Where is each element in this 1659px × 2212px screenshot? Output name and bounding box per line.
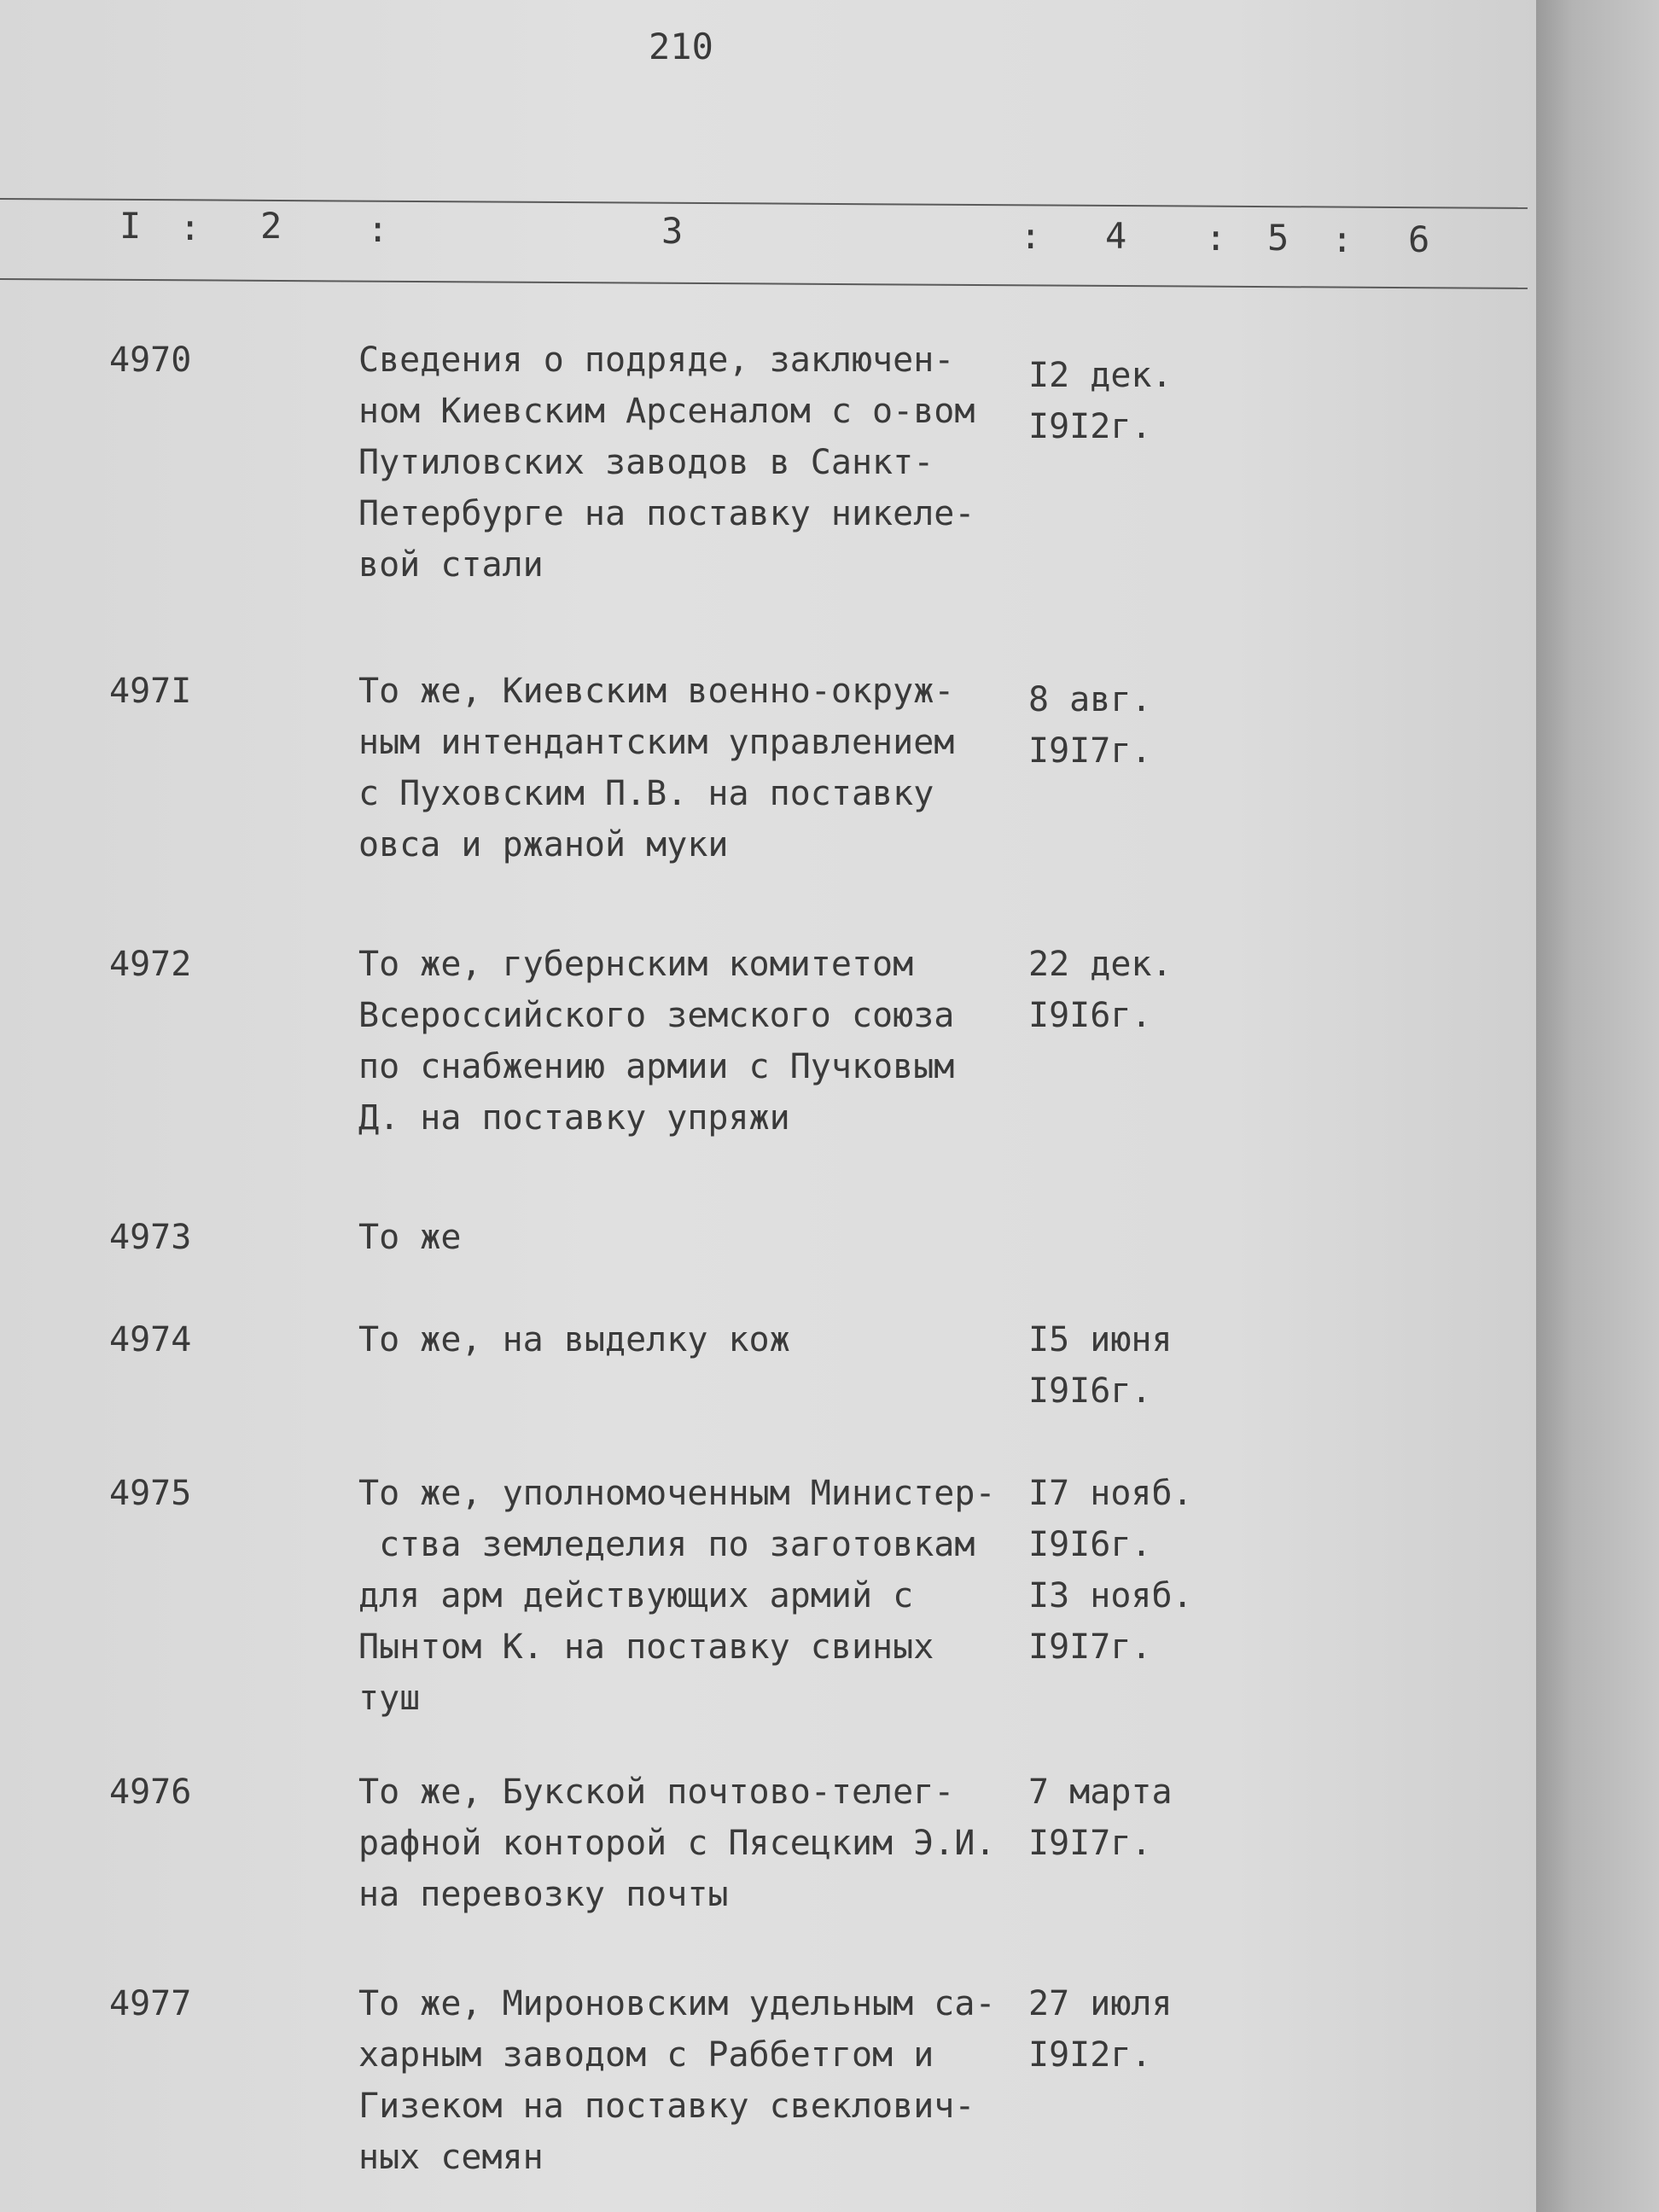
date-line: I9I7г. bbox=[1028, 1824, 1152, 1863]
entry-number: 4977 bbox=[109, 1984, 192, 2023]
column-separator: : bbox=[1205, 217, 1227, 259]
description-line: Путиловских заводов в Санкт- bbox=[358, 443, 934, 482]
column-header-2: 2 bbox=[260, 205, 282, 247]
entry-description bbox=[358, 939, 1024, 1144]
entry-number: 4975 bbox=[109, 1474, 192, 1513]
description-line: Сведения о подряде, заключен- bbox=[358, 341, 955, 380]
date-line: I2 дек. bbox=[1028, 356, 1173, 395]
description-line: Гизеком на поставку свеклович- bbox=[358, 2087, 975, 2126]
table-header-bottom-rule bbox=[0, 278, 1528, 289]
date-line: I9I7г. bbox=[1028, 1627, 1152, 1667]
entry-number: 4972 bbox=[109, 945, 192, 984]
entry-number: 4976 bbox=[109, 1773, 192, 1812]
description-line: ных семян bbox=[358, 2138, 544, 2177]
entry-number: 497I bbox=[109, 672, 192, 711]
page-number: 210 bbox=[649, 26, 713, 67]
date-line: 27 июля bbox=[1028, 1984, 1173, 2023]
date-line: 22 дек. bbox=[1028, 945, 1173, 984]
description-line: харным заводом с Раббетгом и bbox=[358, 2035, 934, 2075]
column-header-5: 5 bbox=[1267, 217, 1289, 259]
date-line: 8 авг. bbox=[1028, 680, 1152, 719]
description-line: Пынтом К. на поставку свиных bbox=[358, 1627, 934, 1667]
table-column-headers bbox=[0, 205, 1528, 273]
description-line: с Пуховским П.В. на поставку bbox=[358, 774, 934, 813]
entry-description bbox=[358, 1212, 1024, 1263]
entry-description bbox=[358, 666, 1024, 870]
description-line: То же, уполномоченным Министер- bbox=[358, 1474, 996, 1513]
description-line: ства земледелия по заготовкам bbox=[358, 1525, 975, 1564]
entry-date bbox=[1028, 1314, 1216, 1417]
entry-date bbox=[1028, 350, 1216, 452]
column-separator: : bbox=[179, 207, 201, 248]
entry-date bbox=[1028, 1468, 1216, 1673]
date-line: I9I2г. bbox=[1028, 407, 1152, 446]
description-line: То же, Букской почтово-телег- bbox=[358, 1773, 955, 1812]
description-line: То же, на выделку кож bbox=[358, 1320, 790, 1359]
entry-number: 4970 bbox=[109, 341, 192, 380]
description-line: ным интендантским управлением bbox=[358, 723, 955, 762]
page-edge-shadow bbox=[1536, 0, 1659, 2212]
description-line: для арм действующих армий с bbox=[358, 1576, 914, 1615]
date-line: I5 июня bbox=[1028, 1320, 1173, 1359]
description-line: на перевозку почты bbox=[358, 1875, 729, 1914]
date-line: I9I7г. bbox=[1028, 731, 1152, 771]
date-line: I9I2г. bbox=[1028, 2035, 1152, 2075]
column-header-3: 3 bbox=[661, 210, 684, 252]
description-line: То же bbox=[358, 1218, 462, 1257]
description-line: То же, Мироновским удельным са- bbox=[358, 1984, 996, 2023]
description-line: То же, Киевским военно-окруж- bbox=[358, 672, 955, 711]
description-line: вой стали bbox=[358, 545, 544, 585]
description-line: овса и ржаной муки bbox=[358, 825, 729, 864]
description-line: То же, губернским комитетом bbox=[358, 945, 914, 984]
entry-date bbox=[1028, 674, 1216, 777]
entry-number: 4973 bbox=[109, 1218, 192, 1257]
column-header-4: 4 bbox=[1105, 215, 1127, 257]
entry-description bbox=[358, 335, 1024, 591]
description-line: Д. на поставку упряжи bbox=[358, 1098, 790, 1138]
entry-description bbox=[358, 1978, 1024, 2183]
column-header-1: I bbox=[119, 205, 142, 247]
column-header-6: 6 bbox=[1408, 218, 1430, 260]
entry-date bbox=[1028, 1767, 1216, 1869]
entry-description bbox=[358, 1314, 1024, 1365]
entry-description bbox=[358, 1468, 1024, 1724]
column-separator: : bbox=[1331, 218, 1353, 260]
date-line: I9I6г. bbox=[1028, 1371, 1152, 1411]
entry-description bbox=[358, 1767, 1024, 1920]
description-line: рафной конторой с Пясецким Э.И. bbox=[358, 1824, 996, 1863]
entry-date bbox=[1028, 1978, 1216, 2081]
description-line: по снабжению армии с Пучковым bbox=[358, 1047, 955, 1086]
date-line: I7 нояб. bbox=[1028, 1474, 1193, 1513]
date-line: I9I6г. bbox=[1028, 1525, 1152, 1564]
date-line: 7 марта bbox=[1028, 1773, 1173, 1812]
date-line: I9I6г. bbox=[1028, 996, 1152, 1035]
description-line: Всероссийского земского союза bbox=[358, 996, 955, 1035]
description-line: ном Киевским Арсеналом с о-вом bbox=[358, 392, 975, 431]
description-line: туш bbox=[358, 1679, 421, 1718]
entry-number: 4974 bbox=[109, 1320, 192, 1359]
column-separator: : bbox=[367, 208, 389, 250]
date-line: I3 нояб. bbox=[1028, 1576, 1193, 1615]
description-line: Петербурге на поставку никеле- bbox=[358, 494, 975, 533]
entry-date bbox=[1028, 939, 1216, 1041]
column-separator: : bbox=[1020, 215, 1042, 257]
